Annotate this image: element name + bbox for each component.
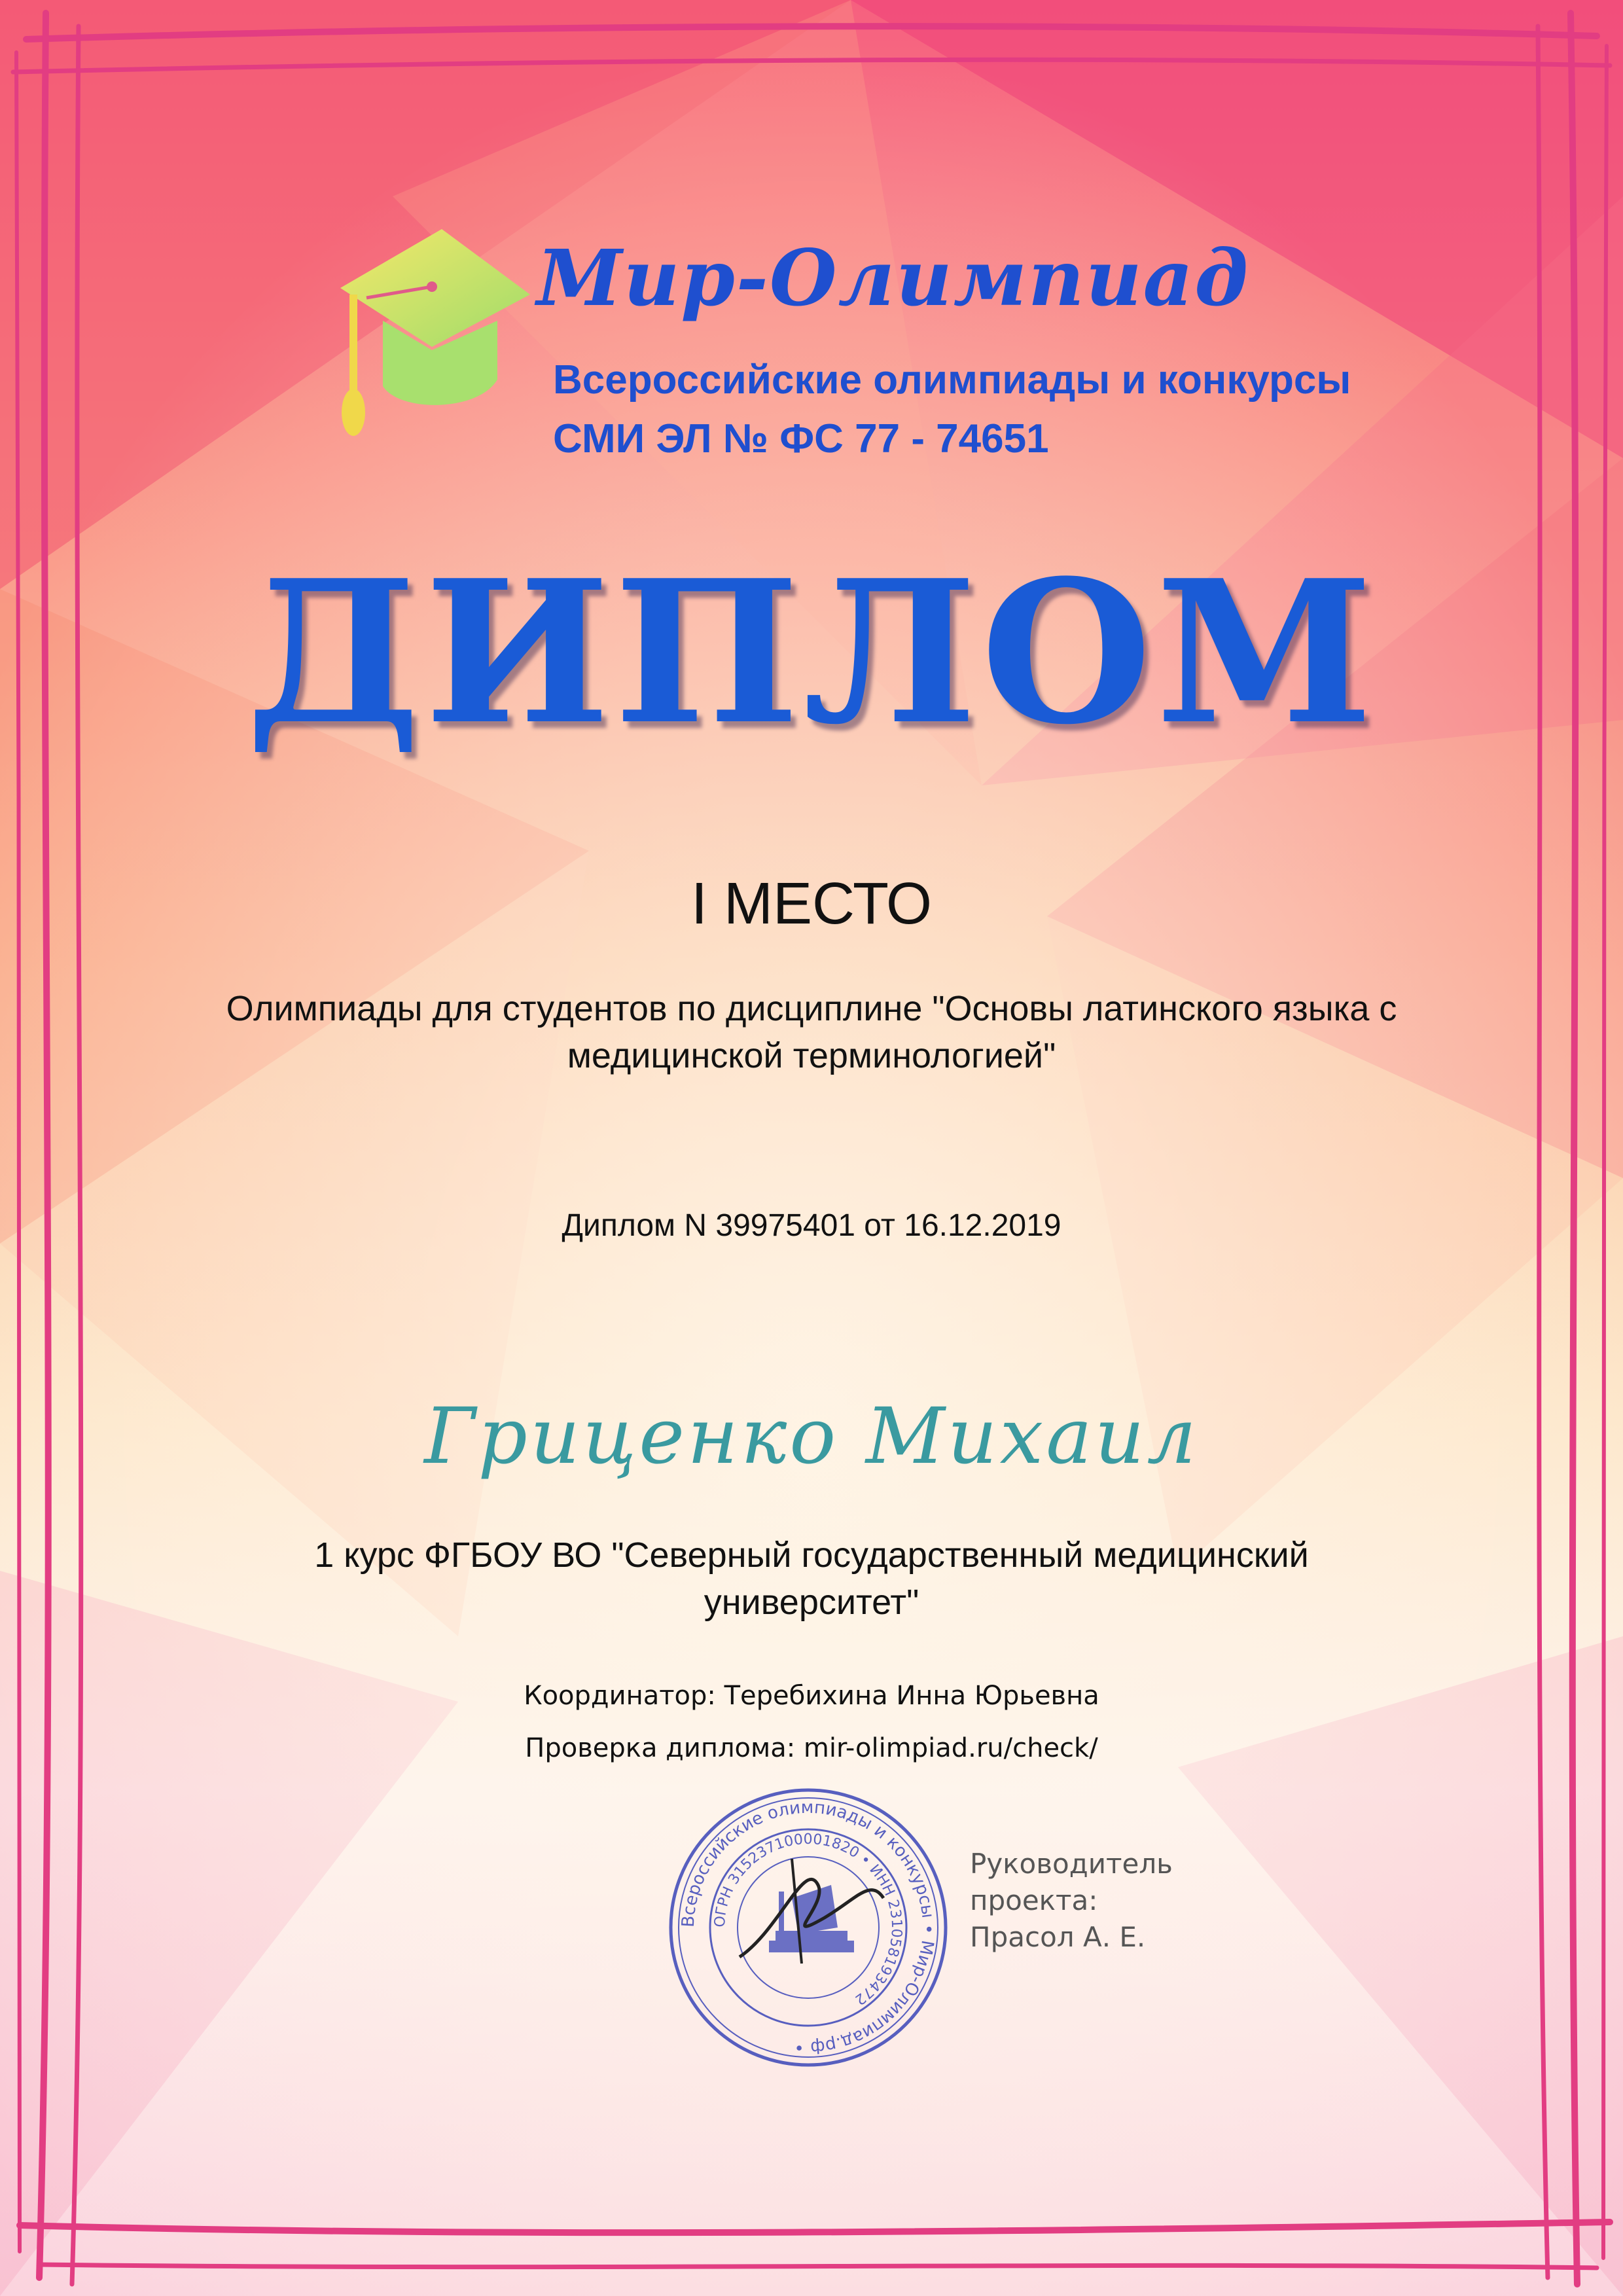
stamp-inner-text: ОГРН 315237100001820 • ИНН 231058193472	[711, 1831, 905, 2008]
brand-title: Мир-Олимпиад	[537, 232, 1250, 323]
olympiad-line-1: Олимпиады для студентов по дисциплине "Основы латинского языка с	[226, 989, 1397, 1028]
institution-line-1: 1 курс ФГБОУ ВО "Северный государственный медицинский	[314, 1535, 1309, 1575]
institution	[196, 1532, 1427, 1626]
place-title: I МЕСТО	[691, 871, 932, 937]
project-director	[970, 1846, 1173, 1956]
director-name: Прасол А. Е.	[970, 1921, 1146, 1953]
director-line-1: Руководитель	[970, 1848, 1173, 1880]
diploma-heading: ДИПЛОМ	[245, 537, 1378, 768]
director-line-2: проекта:	[970, 1884, 1098, 1916]
media-registration: СМИ ЭЛ № ФС 77 - 74651	[553, 416, 1049, 461]
diploma-number: Диплом N 39975401 от 16.12.2019	[562, 1208, 1061, 1243]
olympiad-line-2: медицинской терминологией"	[567, 1036, 1056, 1075]
coordinator: Координатор: Теребихина Инна Юрьевна	[524, 1681, 1099, 1711]
check-link: Проверка диплома: mir-olimpiad.ru/check/	[525, 1733, 1098, 1763]
brand-subtitle: Всероссийские олимпиады и конкурсы	[553, 357, 1351, 403]
brand-logo	[327, 216, 1351, 478]
stamp-seal	[661, 1780, 955, 2075]
recipient-name: Гриценко Михаил	[424, 1391, 1199, 1481]
graduation-cap-icon	[327, 216, 543, 439]
olympiad-description	[131, 985, 1492, 1079]
stamp-outer-text: Всероссийские олимпиады и конкурсы • Мир-Олимпиад.рф •	[678, 1797, 938, 2058]
institution-line-2: университет"	[704, 1583, 919, 1622]
